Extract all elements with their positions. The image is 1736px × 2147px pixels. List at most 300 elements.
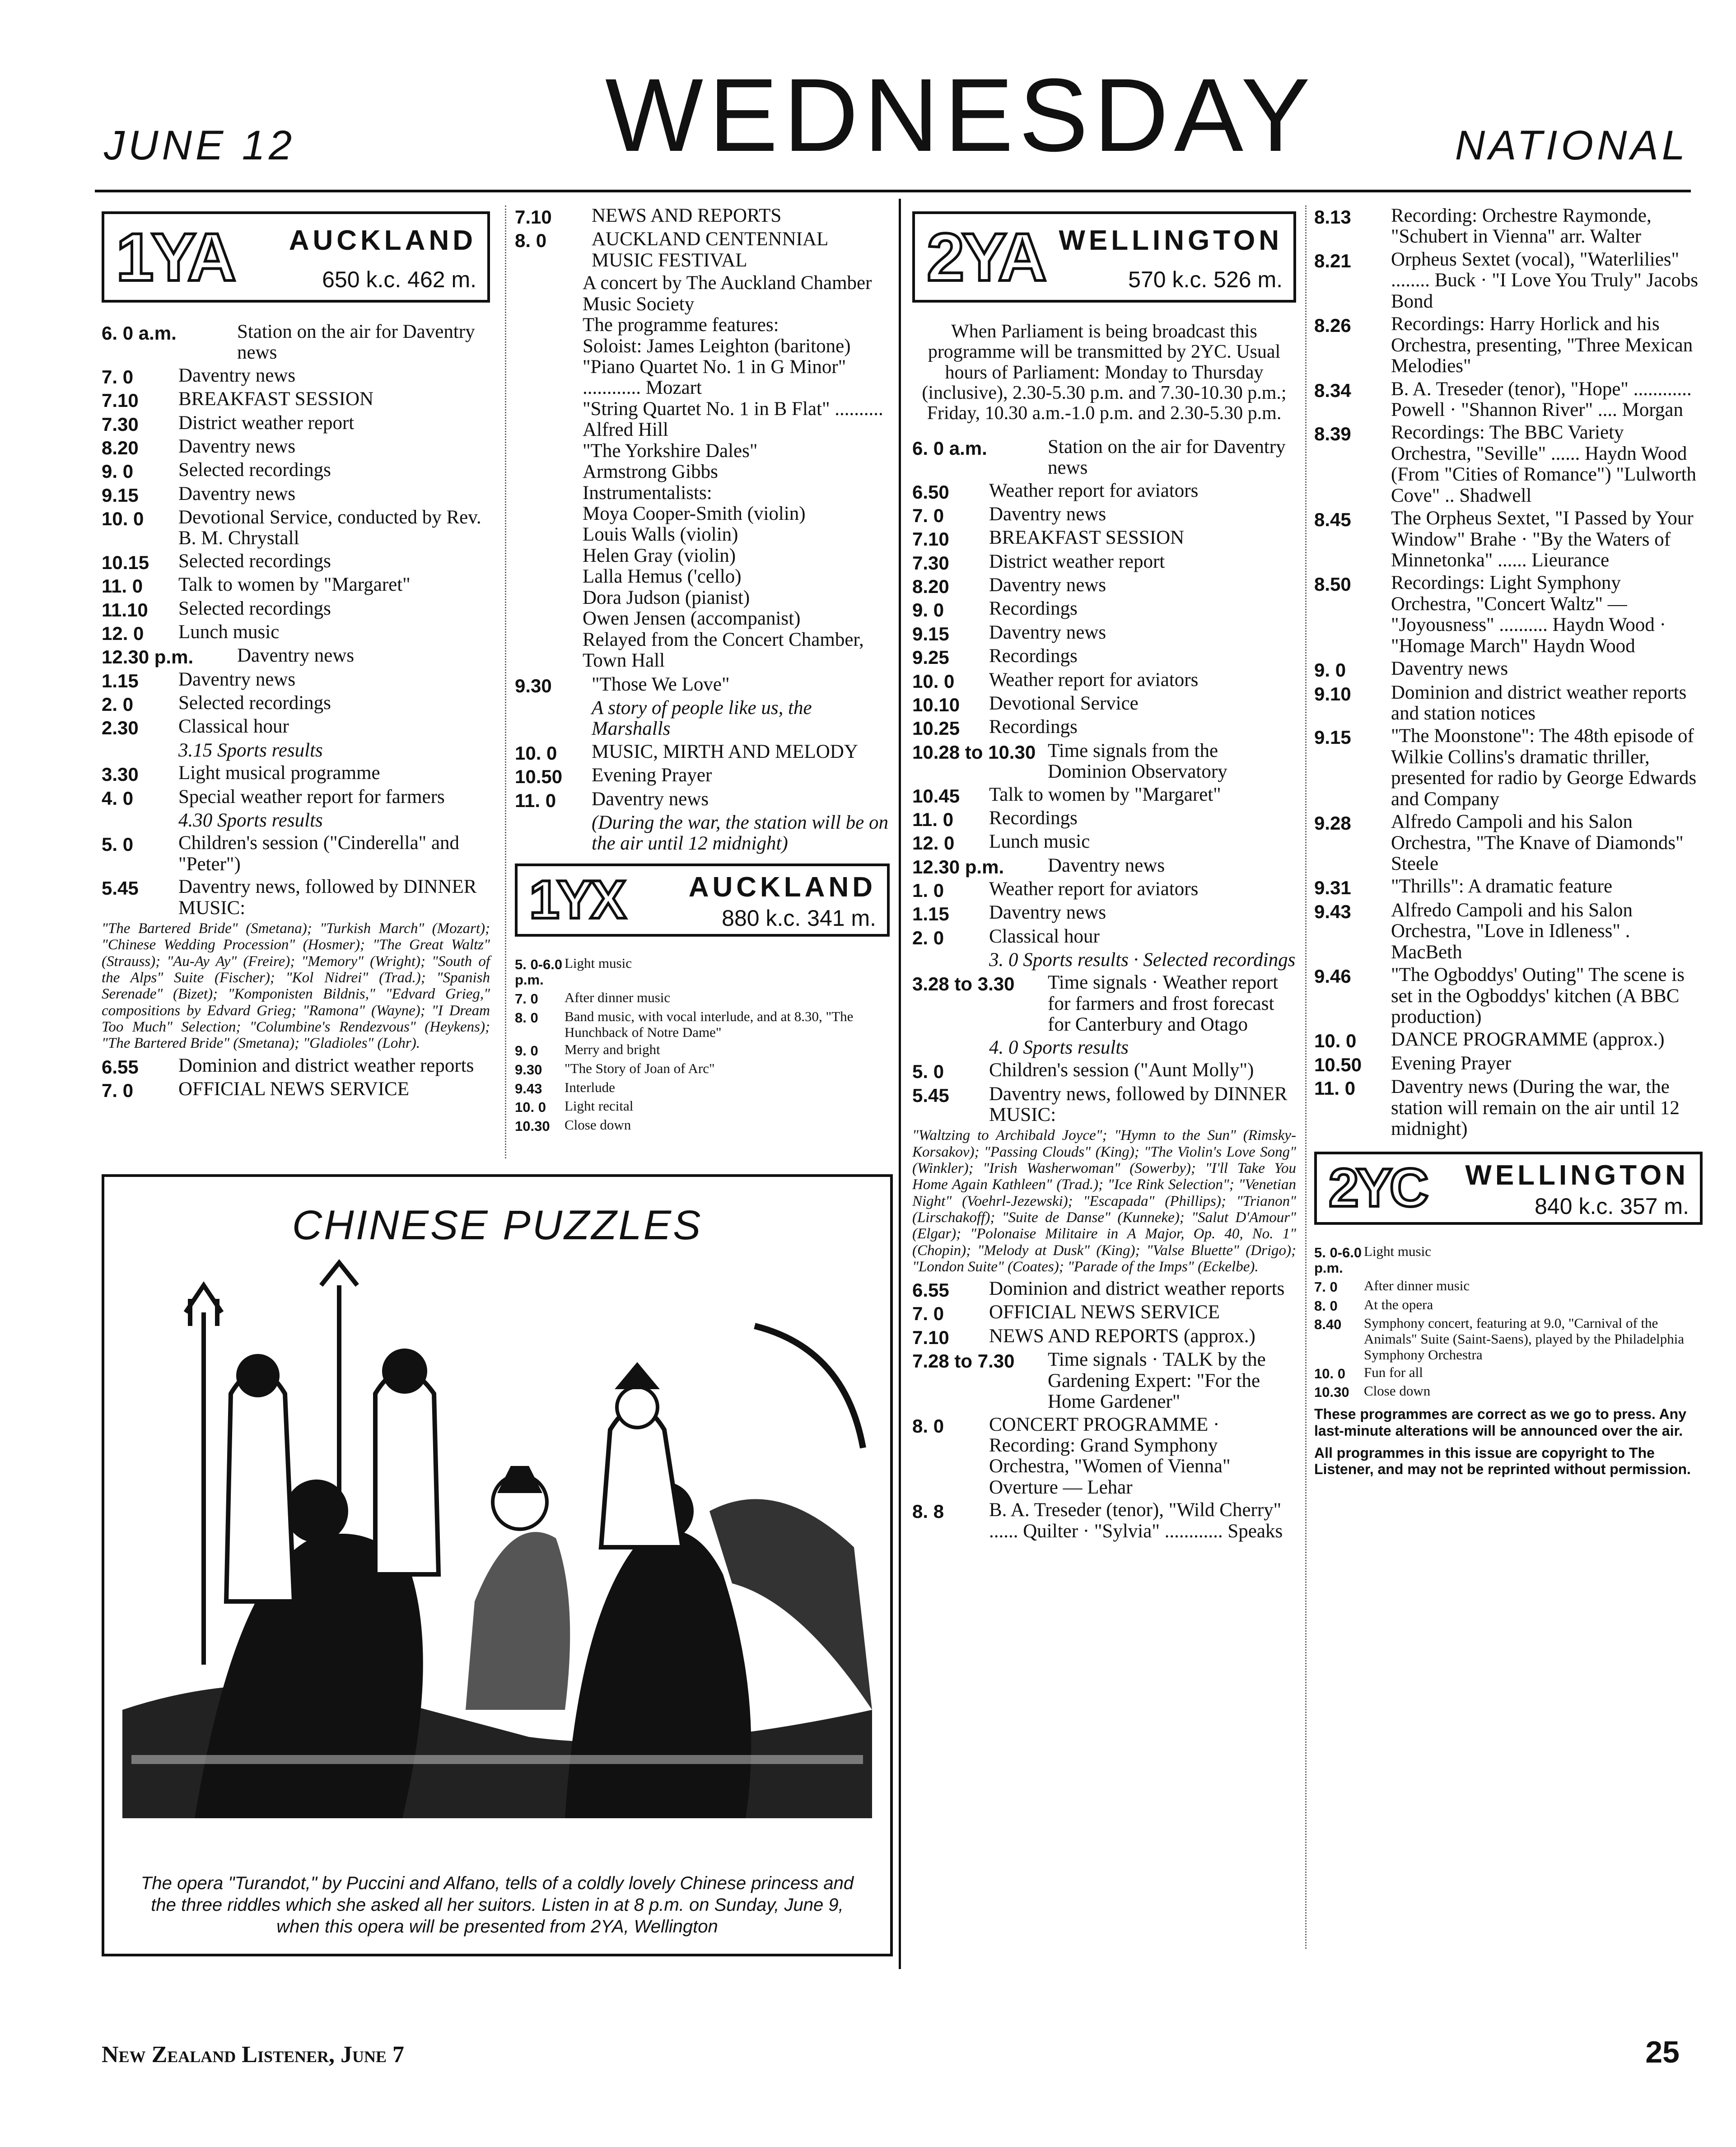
programme-time: 10. 0 bbox=[1314, 1365, 1345, 1382]
programme-time: 9.30 bbox=[515, 675, 552, 696]
programme-subnote-indent bbox=[515, 698, 592, 740]
programme-entry bbox=[1314, 1077, 1703, 1139]
programme-title: DANCE PROGRAMME (approx.) bbox=[1391, 1029, 1665, 1050]
station-1yx-frequency: 880 k.c. 341 m. bbox=[722, 905, 876, 931]
programme-time: 9.43 bbox=[1314, 901, 1351, 922]
programme-entry bbox=[912, 504, 1296, 526]
programme-entry bbox=[912, 855, 1296, 877]
programme-time: 10.50 bbox=[1314, 1054, 1362, 1075]
programme-time: 10. 0 bbox=[515, 1099, 546, 1116]
programme-time: 7.10 bbox=[912, 528, 949, 550]
programme-title: Devotional Service, conducted by Rev. B. M. Chrystall bbox=[178, 507, 481, 549]
programme-entry bbox=[102, 787, 490, 808]
programme-entry bbox=[912, 437, 1296, 479]
programme-time: 10.10 bbox=[912, 694, 960, 715]
programme-subnote-indent bbox=[515, 812, 592, 854]
programme-time: 9.28 bbox=[1314, 812, 1351, 834]
programme-title: Daventry news bbox=[178, 668, 296, 690]
programme-title: "The Ogboddys' Outing" The scene is set in the Ogboddys' kitchen (A BBC production) bbox=[1391, 964, 1685, 1028]
programme-title: BREAKFAST SESSION bbox=[989, 527, 1185, 549]
programme-time: 6. 0 a.m. bbox=[912, 437, 987, 459]
station-2ya-box bbox=[912, 211, 1296, 303]
programme-entry bbox=[1314, 508, 1703, 571]
programme-entry bbox=[912, 879, 1296, 901]
programme-entry bbox=[102, 693, 490, 714]
programme-time: 5. 0-6.0 p.m. bbox=[515, 956, 563, 988]
programme-subnote-indent bbox=[102, 810, 178, 831]
programme-entry bbox=[912, 598, 1296, 620]
programme-entry bbox=[1314, 249, 1703, 312]
programme-subnote bbox=[912, 950, 1296, 971]
programme-title: OFFICIAL NEWS SERVICE bbox=[178, 1078, 409, 1100]
programme-subnote-text: A story of people like us, the Marshalls bbox=[592, 697, 812, 740]
programme-entry bbox=[912, 646, 1296, 667]
concert-line: Instrumentalists: bbox=[583, 482, 712, 504]
programme-subnote-text: 4. 0 Sports results bbox=[989, 1036, 1129, 1058]
programme-entry bbox=[1314, 205, 1703, 247]
programme-time: 8.13 bbox=[1314, 206, 1351, 228]
station-1yx-box bbox=[515, 863, 890, 937]
concert-line: The programme features: bbox=[583, 314, 779, 336]
programme-title: After dinner music bbox=[1364, 1277, 1470, 1293]
programme-title: Dominion and district weather reports and station notices bbox=[1391, 681, 1687, 724]
programme-entry bbox=[1314, 1297, 1703, 1314]
programme-list-1ya-evening bbox=[515, 205, 890, 271]
station-1ya-box bbox=[102, 211, 490, 303]
programme-title: Daventry news bbox=[178, 364, 296, 386]
programme-entry bbox=[515, 789, 890, 811]
programme-title: "The Moonstone": The 48th episode of Wilkie Collins's dramatic thriller, presented for radio by George Edwards and Company bbox=[1391, 725, 1697, 810]
programme-title: BREAKFAST SESSION bbox=[178, 388, 374, 410]
programme-entry bbox=[912, 1326, 1296, 1348]
column-2ya-continued bbox=[1314, 205, 1703, 1478]
programme-title: Time signals from the Dominion Observatory bbox=[1048, 740, 1227, 783]
programme-title: Recording: Orchestre Raymonde, "Schubert in Vienna" arr. Walter bbox=[1391, 205, 1652, 247]
programme-time: 5.45 bbox=[102, 877, 139, 899]
programme-title: Orpheus Sextet (vocal), "Waterlilies" ........ Buck · "I Love You Truly" Jacobs Bond bbox=[1391, 248, 1699, 312]
programme-title: Lunch music bbox=[989, 831, 1090, 853]
programme-entry bbox=[912, 1279, 1296, 1300]
programme-entry bbox=[1314, 726, 1703, 810]
programme-title: MUSIC, MIRTH AND MELODY bbox=[592, 741, 858, 762]
programme-time: 10. 0 bbox=[515, 742, 557, 764]
programme-time: 10.50 bbox=[515, 766, 563, 788]
programme-entry bbox=[1314, 1244, 1703, 1276]
station-1ya-frequency: 650 k.c. 462 m. bbox=[322, 267, 476, 292]
programme-entry bbox=[102, 413, 490, 434]
programme-entry bbox=[1314, 812, 1703, 874]
programme-title: Station on the air for Daventry news bbox=[1048, 436, 1286, 479]
programme-title: Daventry news (During the war, the station will remain on the air until 12 midnight) bbox=[1391, 1076, 1680, 1140]
programme-entry bbox=[912, 1060, 1296, 1082]
programme-entry bbox=[102, 322, 490, 364]
programme-time: 8.20 bbox=[912, 576, 949, 597]
programme-entry bbox=[102, 551, 490, 573]
programme-time: 8. 0 bbox=[515, 230, 547, 252]
programme-entry bbox=[515, 205, 890, 227]
programme-title: After dinner music bbox=[565, 989, 671, 1006]
programme-entry bbox=[515, 674, 890, 696]
programme-title: Symphony concert, featuring at 9.0, "Carnival of the Animals" Suite (Saint-Saens), played by the Philadelphia Symphony Orchestra bbox=[1364, 1315, 1685, 1363]
programme-title: "Thrills": A dramatic feature bbox=[1391, 876, 1613, 897]
programme-entry bbox=[912, 622, 1296, 644]
programme-time: 7.10 bbox=[515, 206, 552, 228]
programme-time: 8.26 bbox=[1314, 315, 1351, 336]
programme-title: Daventry news, followed by DINNER MUSIC: bbox=[178, 876, 477, 919]
programme-title: Recordings bbox=[989, 598, 1078, 620]
programme-time: 7. 0 bbox=[912, 1303, 944, 1325]
programme-entry bbox=[912, 717, 1296, 738]
programme-time: 7.30 bbox=[912, 552, 949, 574]
programme-time: 3.30 bbox=[102, 764, 139, 785]
programme-subnote-indent bbox=[912, 950, 989, 971]
programme-entry bbox=[102, 460, 490, 481]
programme-entry bbox=[1314, 900, 1703, 963]
programme-title: "The Story of Joan of Arc" bbox=[565, 1060, 715, 1077]
programme-time: 7. 0 bbox=[1314, 1279, 1338, 1295]
programme-time: 9. 0 bbox=[912, 599, 944, 621]
programme-time: 3.28 to 3.30 bbox=[912, 973, 1015, 995]
programme-time: 6. 0 a.m. bbox=[102, 322, 177, 344]
programme-title: Daventry news bbox=[178, 483, 296, 504]
programme-entry bbox=[1314, 422, 1703, 506]
programme-time: 8.50 bbox=[1314, 574, 1351, 595]
programme-time: 5. 0 bbox=[102, 834, 134, 855]
programme-title: Time signals · Weather report for farmers and frost forecast for Canterbury and Otago bbox=[1048, 972, 1279, 1036]
programme-list-2ya bbox=[912, 437, 1296, 1126]
programme-title: Daventry news bbox=[989, 621, 1106, 643]
programme-time: 10. 0 bbox=[1314, 1030, 1357, 1052]
header-network: NATIONAL bbox=[1455, 122, 1689, 168]
programme-entry bbox=[1314, 1383, 1703, 1400]
programme-time: 9.15 bbox=[1314, 727, 1351, 748]
programme-time: 10. 0 bbox=[912, 670, 955, 692]
programme-entry bbox=[912, 972, 1296, 1035]
programme-entry bbox=[1314, 314, 1703, 377]
programme-entry bbox=[102, 1079, 490, 1101]
programme-time: 9.10 bbox=[1314, 683, 1351, 705]
programme-entry bbox=[912, 1302, 1296, 1324]
programme-title: Evening Prayer bbox=[1391, 1052, 1512, 1074]
programme-entry bbox=[912, 831, 1296, 853]
programme-entry bbox=[102, 763, 490, 784]
programme-time: 7.10 bbox=[912, 1326, 949, 1348]
programme-title: Fun for all bbox=[1364, 1364, 1423, 1380]
programme-title: "Those We Love" bbox=[592, 673, 730, 695]
programme-entry bbox=[912, 693, 1296, 715]
programme-entry bbox=[912, 784, 1296, 806]
programme-entry bbox=[515, 1061, 890, 1078]
programme-time: 10.30 bbox=[1314, 1384, 1349, 1400]
programme-title: Daventry news bbox=[178, 435, 296, 457]
programme-title: Recordings bbox=[989, 716, 1078, 738]
programme-time: 7. 0 bbox=[912, 505, 944, 527]
programme-title: Weather report for aviators bbox=[989, 480, 1199, 501]
programme-entry bbox=[515, 956, 890, 988]
programme-title: Daventry news bbox=[1391, 658, 1508, 680]
programme-entry bbox=[1314, 965, 1703, 1027]
programme-time: 10. 0 bbox=[102, 508, 144, 530]
programme-time: 5. 0 bbox=[912, 1061, 944, 1083]
column-divider-3 bbox=[1305, 205, 1307, 1949]
programme-entry bbox=[515, 229, 890, 271]
programme-entry bbox=[1314, 573, 1703, 657]
concert-line: Armstrong Gibbs bbox=[583, 461, 718, 483]
programme-time: 9.15 bbox=[102, 484, 139, 506]
programme-time: 11. 0 bbox=[1314, 1078, 1356, 1099]
programme-title: OFFICIAL NEWS SERVICE bbox=[989, 1302, 1220, 1323]
programme-title: Children's session ("Aunt Molly") bbox=[989, 1059, 1254, 1081]
programme-title: Selected recordings bbox=[178, 597, 331, 619]
programme-entry bbox=[102, 365, 490, 387]
programme-entry bbox=[1314, 1029, 1703, 1051]
programme-title: Light recital bbox=[565, 1098, 634, 1114]
programme-entry bbox=[912, 902, 1296, 924]
concert-line: Moya Cooper-Smith (violin) bbox=[583, 503, 806, 525]
programme-subnote-text: 3.15 Sports results bbox=[178, 739, 323, 761]
dinner-music-list-2ya: "Waltzing to Archibald Joyce"; "Hymn to the Sun" (Rimsky-Korsakov); "Passing Clouds" (King); "The Violin's Love Song" (Winkler); "Irish Washerwoman" (Sowerby); "I'll Take You Home Again Kathleen" (Trad.); "Ice Rink Selection"; "Venetian Night" (Voehrl-Jezewski); "Escapada" (Phillips); "Trianon" (Lirschakoff); "Suite de Danse" (Kunneke); "Salut D'Amour" (Elgar); "Polonaise Militaire in A Major, Op. 40, No. 1" (Chopin); "Melody at Dusk" (King); "Valse Bluette" (Drigo); "London Suite" (Coates); "Parade of the Imps" (Eckelbe). bbox=[912, 1127, 1296, 1275]
programme-entry bbox=[912, 808, 1296, 830]
programme-time: 7. 0 bbox=[515, 991, 538, 1007]
programme-entry bbox=[912, 1084, 1296, 1126]
programme-time: 9.46 bbox=[1314, 966, 1351, 987]
programme-title: Lunch music bbox=[178, 621, 280, 643]
programme-title: Weather report for aviators bbox=[989, 878, 1199, 900]
programme-entry bbox=[102, 484, 490, 505]
programme-title: Station on the air for Daventry news bbox=[237, 321, 475, 364]
programme-time: 9. 0 bbox=[515, 1043, 538, 1059]
programme-list-1ya-night bbox=[515, 674, 890, 854]
programme-time: 12. 0 bbox=[912, 832, 955, 854]
programme-title: Talk to women by "Margaret" bbox=[989, 784, 1221, 805]
programme-title: Selected recordings bbox=[178, 692, 331, 714]
programme-subnote bbox=[912, 1037, 1296, 1058]
concert-line: Lalla Hemus ('cello) bbox=[583, 566, 742, 588]
concert-line: "The Yorkshire Dales" bbox=[583, 440, 758, 462]
programme-time: 7. 0 bbox=[102, 1079, 134, 1101]
programme-title: Light musical programme bbox=[178, 762, 380, 784]
station-2ya-city: WELLINGTON bbox=[1059, 225, 1283, 256]
programme-title: Daventry news bbox=[1048, 854, 1165, 876]
programme-entry bbox=[912, 1500, 1296, 1542]
programme-entry bbox=[912, 1414, 1296, 1498]
programme-entry bbox=[102, 622, 490, 644]
programme-title: Daventry news, followed by DINNER MUSIC: bbox=[989, 1083, 1288, 1125]
programme-time: 11.10 bbox=[102, 599, 148, 621]
programme-entry bbox=[1314, 1278, 1703, 1295]
programme-entry bbox=[1314, 1365, 1703, 1382]
programme-entry bbox=[102, 598, 490, 620]
programme-subnote-text: (During the war, the station will be on the air until 12 midnight) bbox=[592, 812, 888, 854]
programme-title: District weather report bbox=[989, 551, 1165, 572]
programme-title: Close down bbox=[565, 1117, 631, 1133]
programme-time: 9.43 bbox=[515, 1080, 542, 1097]
concert-line: Soloist: James Leighton (baritone) bbox=[583, 335, 851, 357]
programme-title: Evening Prayer bbox=[592, 765, 712, 786]
programme-time: 2. 0 bbox=[912, 927, 944, 948]
programme-entry bbox=[1314, 1053, 1703, 1075]
station-2yc-logo: 2YC bbox=[1329, 1157, 1426, 1218]
programme-subnote-indent bbox=[102, 740, 178, 761]
column-divider-2 bbox=[899, 199, 901, 1969]
programme-entry bbox=[515, 1009, 890, 1040]
programme-time: 6.50 bbox=[912, 481, 949, 503]
programme-time: 9. 0 bbox=[102, 461, 134, 482]
programme-entry bbox=[102, 574, 490, 596]
programme-time: 5. 0-6.0 p.m. bbox=[1314, 1244, 1362, 1276]
programme-title: Dominion and district weather reports bbox=[178, 1055, 474, 1076]
programme-time: 8. 0 bbox=[515, 1009, 538, 1026]
programme-entry bbox=[912, 741, 1296, 783]
programme-entry bbox=[515, 1080, 890, 1097]
programme-title: Close down bbox=[1364, 1383, 1431, 1399]
programme-time: 8.21 bbox=[1314, 250, 1351, 271]
header-day: WEDNESDAY bbox=[605, 57, 1316, 173]
programme-list-2yc bbox=[1314, 1244, 1703, 1400]
programme-time: 6.55 bbox=[102, 1056, 139, 1078]
column-2ya bbox=[912, 208, 1296, 1544]
station-2yc-frequency: 840 k.c. 357 m. bbox=[1535, 1193, 1689, 1219]
programme-title: Daventry news bbox=[592, 788, 709, 810]
programme-title: Daventry news bbox=[989, 902, 1106, 924]
programme-title: District weather report bbox=[178, 412, 355, 434]
programme-time: 8.45 bbox=[1314, 509, 1351, 531]
programme-subnote bbox=[102, 810, 490, 831]
programme-title: Children's session ("Cinderella" and "Peter") bbox=[178, 832, 460, 875]
programme-entry bbox=[102, 645, 490, 667]
station-1ya-logo: 1YA bbox=[116, 219, 234, 295]
programme-title: Devotional Service bbox=[989, 692, 1139, 714]
programme-entry bbox=[102, 833, 490, 875]
programme-title: CONCERT PROGRAMME · Recording: Grand Symphony Orchestra, "Women of Vienna" Overture — Lehar bbox=[989, 1414, 1231, 1498]
programme-subnote-text: 3. 0 Sports results · Selected recordings bbox=[989, 949, 1296, 971]
programme-entry bbox=[912, 670, 1296, 691]
programme-title: Weather report for aviators bbox=[989, 669, 1199, 691]
programme-list-1ya bbox=[102, 322, 490, 919]
programme-list-1ya-late bbox=[102, 1055, 490, 1101]
programme-entry bbox=[912, 926, 1296, 948]
programme-time: 2.30 bbox=[102, 717, 139, 739]
programme-title: Merry and bright bbox=[565, 1041, 660, 1058]
page-number: 25 bbox=[1645, 2035, 1680, 2069]
programme-time: 1.15 bbox=[912, 903, 949, 925]
programme-time: 1.15 bbox=[102, 670, 139, 691]
programme-entry bbox=[102, 669, 490, 691]
programme-title: NEWS AND REPORTS bbox=[592, 205, 782, 226]
header-date: JUNE 12 bbox=[104, 122, 296, 168]
programme-title: Talk to women by "Margaret" bbox=[178, 574, 411, 596]
programme-time: 12.30 p.m. bbox=[102, 646, 194, 668]
station-1yx-logo: 1YX bbox=[529, 869, 624, 930]
programme-title: Daventry news bbox=[989, 574, 1106, 596]
programme-entry bbox=[515, 1042, 890, 1059]
programme-title: Recordings bbox=[989, 807, 1078, 829]
dinner-music-list-1ya: "The Bartered Bride" (Smetana); "Turkish March" (Mozart); "Chinese Wedding Procession" (Hosmer); "The Great Waltz" (Strauss); "Au-Ay Ay" (Freire); "Memory" (Wright); "South of the Alps" Suite (Fischer); "Kol Nidrei" (Trad.); "Spanish Serenade" (Bizet); "Komponisten Bildnis," "Edvard Grieg," compositions by Edvard Grieg; "Ramona" (Wayne); "I Dream Too Much" Selection; "Columbine's Rendezvous" (Heykens); "The Bartered Bride" (Smetana); "Gladioles" (Lohr). bbox=[102, 920, 490, 1052]
concert-details bbox=[583, 273, 890, 671]
programme-title: Recordings: Light Symphony Orchestra, "Concert Waltz" — "Joyousness" .......... Haydn Wood · "Homage March" Haydn Wood bbox=[1391, 572, 1666, 657]
programme-time: 9.15 bbox=[912, 623, 949, 644]
programme-time: 7.28 to 7.30 bbox=[912, 1350, 1015, 1372]
programme-entry bbox=[102, 1055, 490, 1077]
concert-line: Louis Walls (violin) bbox=[583, 524, 738, 546]
programme-time: 7.10 bbox=[102, 390, 139, 411]
programme-entry bbox=[102, 716, 490, 738]
programme-entry bbox=[515, 742, 890, 763]
programme-entry bbox=[912, 527, 1296, 549]
concert-line: Dora Judson (pianist) bbox=[583, 587, 750, 608]
programme-time: 9. 0 bbox=[1314, 659, 1346, 681]
programme-entry bbox=[912, 481, 1296, 502]
concert-line: Owen Jensen (accompanist) bbox=[583, 608, 801, 630]
programme-subnote-indent bbox=[912, 1037, 989, 1058]
programme-entry bbox=[1314, 379, 1703, 421]
programme-title: Recordings bbox=[989, 645, 1078, 667]
programme-time: 11. 0 bbox=[912, 808, 954, 830]
programme-title: Alfredo Campoli and his Salon Orchestra, "Love in Idleness" . MacBeth bbox=[1391, 899, 1633, 963]
concert-line: "Piano Quartet No. 1 in G Minor" ............ Mozart bbox=[583, 356, 846, 399]
programme-subnote bbox=[102, 740, 490, 761]
programme-entry bbox=[102, 507, 490, 549]
programme-time: 1. 0 bbox=[912, 879, 944, 901]
programme-time: 10.30 bbox=[515, 1118, 550, 1134]
programme-time: 9.25 bbox=[912, 647, 949, 668]
programme-title: Dominion and district weather reports bbox=[989, 1278, 1285, 1300]
programme-entry bbox=[1314, 682, 1703, 724]
programme-entry bbox=[515, 1098, 890, 1116]
programme-time: 7.30 bbox=[102, 413, 139, 435]
concert-line: "String Quartet No. 1 in B Flat" .......... Alfred Hill bbox=[583, 398, 883, 441]
programme-entry bbox=[1314, 658, 1703, 680]
programme-time: 2. 0 bbox=[102, 694, 134, 715]
programme-title: Selected recordings bbox=[178, 550, 331, 572]
programme-time: 4. 0 bbox=[102, 787, 134, 809]
station-2ya-logo: 2YA bbox=[927, 219, 1045, 295]
programme-title: AUCKLAND CENTENNIAL MUSIC FESTIVAL bbox=[592, 229, 828, 271]
programme-title: At the opera bbox=[1364, 1296, 1433, 1312]
puzzle-title: CHINESE PUZZLES bbox=[292, 1202, 703, 1248]
programme-entry bbox=[515, 990, 890, 1007]
column-1ya-continued bbox=[515, 205, 890, 1136]
station-1ya-city: AUCKLAND bbox=[289, 225, 476, 256]
footer-publication: New Zealand Listener, June 7 bbox=[102, 2042, 405, 2068]
copyright-notice: All programmes in this issue are copyright to The Listener, and may not be reprinted without permission. bbox=[1314, 1444, 1691, 1478]
programme-time: 8. 0 bbox=[912, 1415, 944, 1437]
programme-entry bbox=[912, 575, 1296, 597]
programme-notice: These programmes are correct as we go to press. Any last-minute alterations will be announced over the air. bbox=[1314, 1405, 1687, 1439]
programme-time: 8.40 bbox=[1314, 1316, 1342, 1333]
programme-time: 8.20 bbox=[102, 437, 139, 458]
programme-title: Daventry news bbox=[989, 504, 1106, 525]
programme-subnote bbox=[515, 698, 890, 740]
station-2yc-box bbox=[1314, 1152, 1703, 1225]
programme-entry bbox=[912, 551, 1296, 573]
station-2ya-frequency: 570 k.c. 526 m. bbox=[1128, 267, 1283, 292]
puzzle-caption: The opera "Turandot," by Puccini and Alfano, tells of a coldly lovely Chinese princess and the three riddles which she asked all her suitors. Listen in at 8 p.m. on Sunday, June 9, when this opera will be presented from 2YA, Wellington bbox=[140, 1873, 854, 1937]
programme-list-2ya-late bbox=[912, 1279, 1296, 1542]
programme-time: 9.31 bbox=[1314, 877, 1351, 899]
programme-time: 8. 8 bbox=[912, 1501, 944, 1522]
station-2yc-city: WELLINGTON bbox=[1465, 1159, 1689, 1191]
programme-title: B. A. Treseder (tenor), "Wild Cherry" ...... Quilter · "Sylvia" ............ Speaks bbox=[989, 1499, 1283, 1542]
programme-time: 6.55 bbox=[912, 1279, 949, 1301]
chinese-puzzles-box bbox=[102, 1174, 893, 1956]
parliament-note: When Parliament is being broadcast this programme will be transmitted by 2YC. Usual hours of Parliament: Monday to Thursday (inclusive), 2.30-5.30 p.m. and 7.30-10.30 p.m.; Friday, 10.30 a.m.-1.0 p.m. and 2.30-5.30 p.m. bbox=[922, 321, 1287, 424]
column-1ya bbox=[102, 208, 490, 1102]
programme-entry bbox=[102, 389, 490, 411]
programme-title: NEWS AND REPORTS (approx.) bbox=[989, 1325, 1255, 1347]
programme-time: 7. 0 bbox=[102, 366, 134, 387]
programme-time: 8. 0 bbox=[1314, 1298, 1338, 1314]
